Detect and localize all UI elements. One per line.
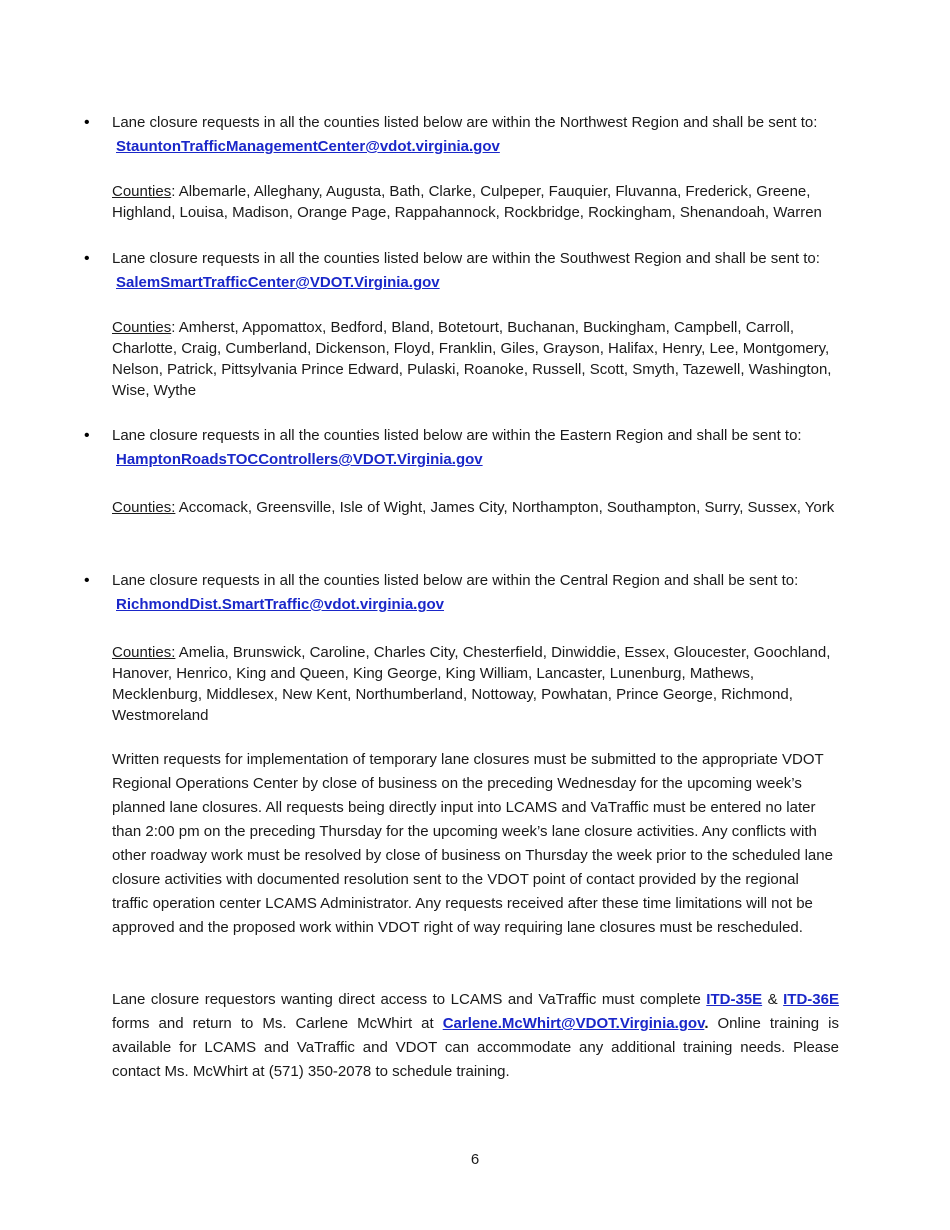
southwest-email-link[interactable]: SalemSmartTrafficCenter@VDOT.Virginia.gov [116, 274, 440, 291]
bullet-icon: • [84, 572, 90, 589]
bullet-icon: • [84, 427, 90, 444]
counties-label: Counties [112, 319, 172, 336]
central-counties: Counties: Amelia, Brunswick, Caroline, Charles City, Chesterfield, Dinwiddie, Essex, Gloucester, Goochland, Hanover, Henrico, King and Queen, King George, King William, Lancaster, Lunenburg, Mathews, Mecklenburg, Middlesex, New Kent, Northumberland, Nottoway, Powhatan, Prince George, Richmond, Westmoreland [112, 644, 831, 724]
itd-35e-link[interactable]: ITD-35E [706, 991, 763, 1008]
itd-36e-link[interactable]: ITD-36E [783, 991, 839, 1008]
eastern-email-link[interactable]: HamptonRoadsTOCControllers@VDOT.Virginia.gov [116, 451, 483, 468]
access-paragraph: Lane closure requestors wanting direct access to LCAMS and VaTraffic must complete ITD-35E & ITD-36E forms and return to Ms. Carlene McWhirt at Carlene.McWhirt@VDOT.Virginia.gov. Online training is available for LCAMS and VaTraffic and VDOT can accommodate any additional training needs. Please contact Ms. McWhirt at (571) 350-2078 to schedule training. [112, 991, 839, 1080]
northwest-counties: Counties: Albemarle, Alleghany, Augusta, Bath, Clarke, Culpeper, Fauquier, Fluvanna, Frederick, Greene, Highland, Louisa, Madison, Orange Page, Rappahannock, Rockbridge, Rockingham, Shenandoah, Warren [112, 183, 822, 221]
eastern-counties: Counties: Accomack, Greensville, Isle of Wight, James City, Northampton, Southampton, Surry, Sussex, York [112, 499, 835, 516]
southwest-region-lead: Lane closure requests in all the counties listed below are within the Southwest Region and shall be sent to: SalemSmartTrafficCenter@VDOT.Virginia.gov [112, 250, 820, 291]
counties-label: Counties [112, 183, 172, 200]
counties-label: Counties: [112, 644, 176, 661]
central-email-link[interactable]: RichmondDist.SmartTraffic@vdot.virginia.gov [116, 596, 445, 613]
eastern-region-lead: Lane closure requests in all the counties listed below are within the Eastern Region and shall be sent to: HamptonRoadsTOCControllers@VDOT.Virginia.gov [112, 427, 802, 468]
page-number: 6 [470, 1151, 480, 1168]
counties-label: Counties: [112, 499, 176, 516]
southwest-counties: Counties: Amherst, Appomattox, Bedford, Bland, Botetourt, Buchanan, Buckingham, Campbell, Carroll, Charlotte, Craig, Cumberland, Dickenson, Floyd, Franklin, Giles, Grayson, Halifax, Henry, Lee, Montgomery, Nelson, Patrick, Pittsylvania Prince Edward, Pulaski, Roanoke, Russell, Scott, Smyth, Tazewell, Washington, Wise, Wythe [112, 319, 832, 399]
northwest-region-lead: Lane closure requests in all the counties listed below are within the Northwest Region and shall be sent to: StauntonTrafficManagementCenter@vdot.virginia.gov [112, 114, 818, 155]
written-requests-paragraph: Written requests for implementation of temporary lane closures must be submitted to the appropriate VDOT Regional Operations Center by close of business on the preceding Wednesday for the upcoming week’s planned lane closures. All requests being directly input into LCAMS and VaTraffic must be entered no later than 2:00 pm on the preceding Thursday for the upcoming week’s lane closure activities. Any conflicts with other roadway work must be resolved by close of business on Thursday the week prior to the scheduled lane closure activities with documented resolution sent to the VDOT point of contact provided by the regional traffic operation center LCAMS Administrator. Any requests received after these time limitations will not be approved and the proposed work within VDOT right of way requiring lane closures must be rescheduled. [112, 751, 833, 936]
northwest-email-link[interactable]: StauntonTrafficManagementCenter@vdot.virginia.gov [116, 138, 500, 155]
bullet-icon: • [84, 114, 90, 131]
central-region-lead: Lane closure requests in all the counties listed below are within the Central Region and shall be sent to: RichmondDist.SmartTraffic@vdot.virginia.gov [112, 572, 799, 613]
mcwhirt-email-link[interactable]: Carlene.McWhirt@VDOT.Virginia.gov [442, 1015, 705, 1032]
bullet-icon: • [84, 250, 90, 267]
